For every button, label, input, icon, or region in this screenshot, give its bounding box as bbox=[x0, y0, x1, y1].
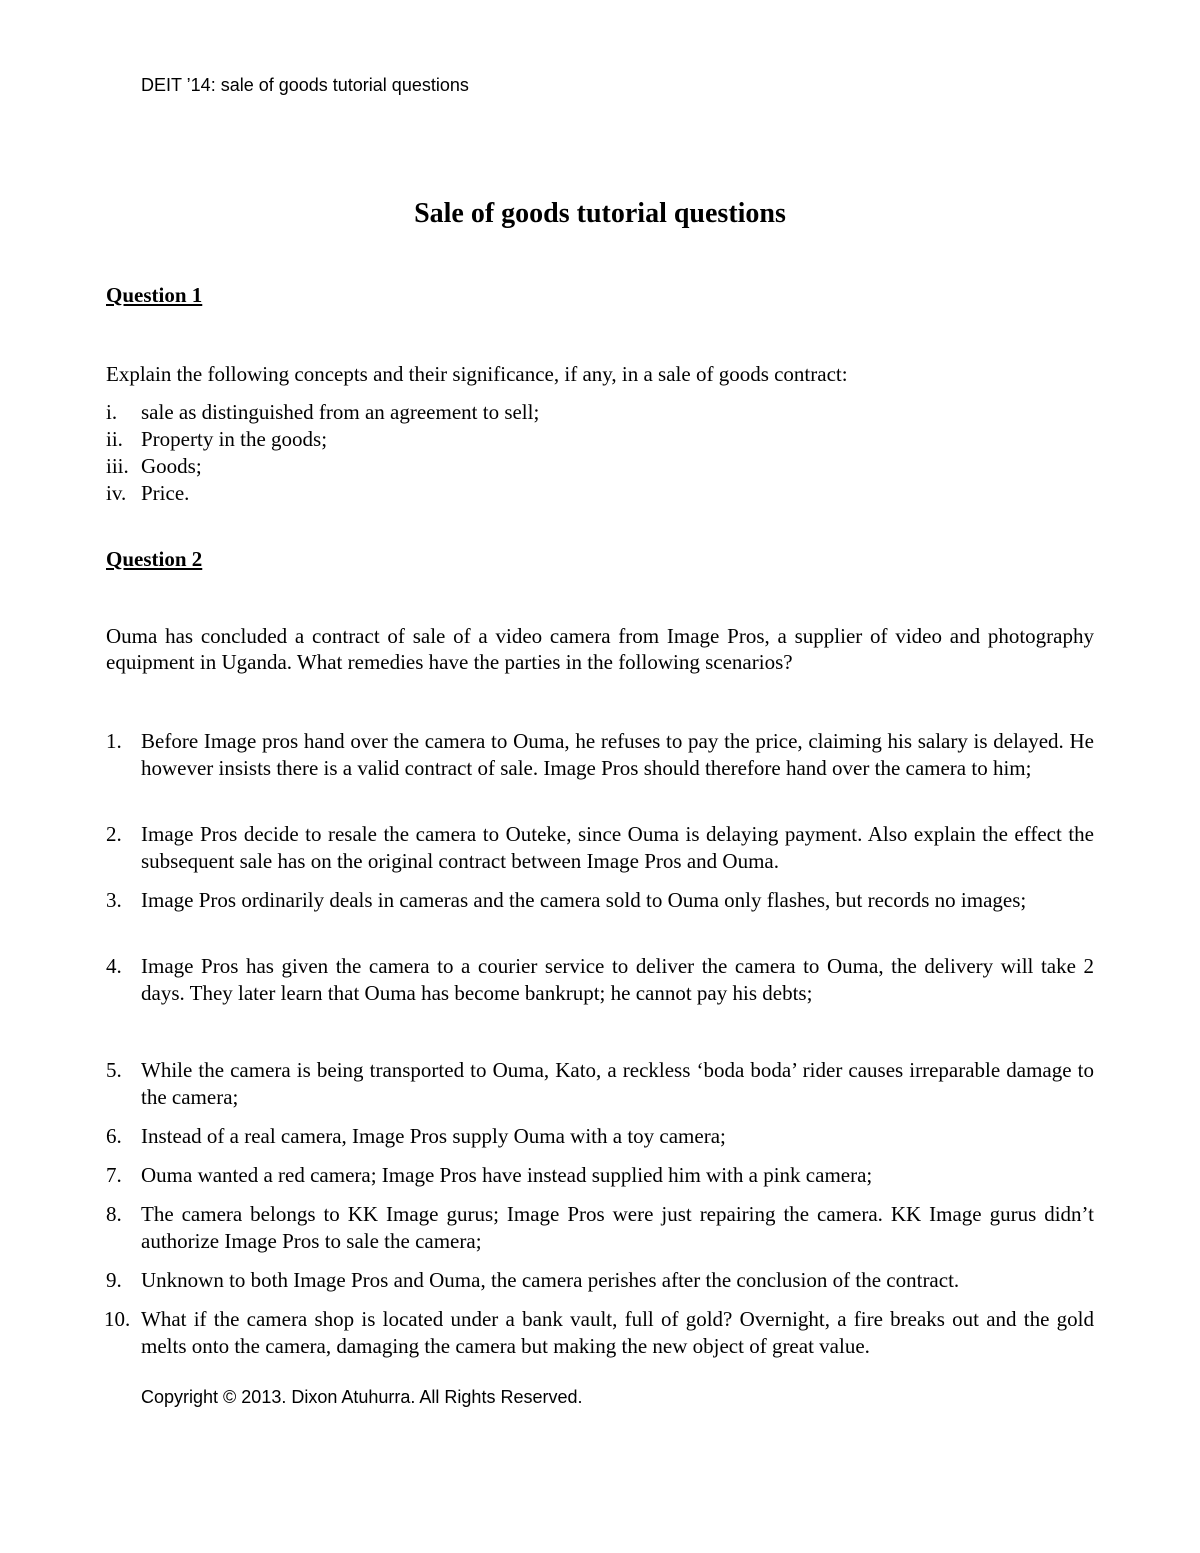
list-item-text: sale as distinguished from an agreement to sell; bbox=[141, 400, 540, 424]
list-item-text: Instead of a real camera, Image Pros supply Ouma with a toy camera; bbox=[141, 1124, 726, 1148]
question-1-intro: Explain the following concepts and their significance, if any, in a sale of goods contract: bbox=[106, 362, 848, 386]
list-item-text: Image Pros has given the camera to a courier service to deliver the camera to Ouma, the delivery will take 2 days. They later learn that Ouma has become bankrupt; he cannot pay his debts; bbox=[141, 954, 1094, 1005]
list-item-text: Goods; bbox=[141, 454, 202, 478]
list-marker: 9. bbox=[106, 1268, 122, 1292]
list-marker: i. bbox=[106, 400, 118, 424]
list-item-text: What if the camera shop is located under a bank vault, full of gold? Overnight, a fire breaks out and the gold melts onto the camera, damaging the camera but making the new object of great value. bbox=[141, 1307, 1094, 1358]
copyright-footer: Copyright © 2013. Dixon Atuhurra. All Rights Reserved. bbox=[141, 1387, 583, 1407]
running-header: DEIT ’14: sale of goods tutorial questions bbox=[141, 75, 469, 95]
list-marker: 1. bbox=[106, 729, 122, 753]
list-item-text: Before Image pros hand over the camera to Ouma, he refuses to pay the price, claiming his salary is delayed. He however insists there is a valid contract of sale. Image Pros should therefore hand over the camera to him; bbox=[141, 729, 1094, 780]
question-2-heading: Question 2 bbox=[106, 547, 203, 571]
list-item-text: While the camera is being transported to Ouma, Kato, a reckless ‘boda boda’ rider causes irreparable damage to the camera; bbox=[141, 1058, 1094, 1109]
list-marker: iii. bbox=[106, 454, 129, 478]
list-marker: 4. bbox=[106, 954, 122, 978]
list-marker: 2. bbox=[106, 822, 122, 846]
list-item-text: Property in the goods; bbox=[141, 427, 328, 451]
list-marker: 7. bbox=[106, 1163, 122, 1187]
list-marker: 6. bbox=[106, 1124, 122, 1148]
list-item-text: Unknown to both Image Pros and Ouma, the camera perishes after the conclusion of the contract. bbox=[141, 1268, 960, 1292]
list-marker: 8. bbox=[106, 1202, 122, 1226]
list-marker: iv. bbox=[106, 481, 127, 505]
list-item-text: Price. bbox=[141, 481, 190, 505]
list-marker: 3. bbox=[106, 888, 122, 912]
list-item-text: Ouma wanted a red camera; Image Pros have instead supplied him with a pink camera; bbox=[141, 1163, 873, 1187]
question-1-heading: Question 1 bbox=[106, 283, 203, 307]
list-marker: 5. bbox=[106, 1058, 122, 1082]
question-2-intro: Ouma has concluded a contract of sale of a video camera from Image Pros, a supplier of video and photography equipment in Uganda. What remedies have the parties in the following scenarios? bbox=[106, 624, 1094, 674]
list-marker: ii. bbox=[106, 427, 123, 451]
list-item-text: Image Pros decide to resale the camera to Outeke, since Ouma is delaying payment. Also explain the effect the subsequent sale has on the original contract between Image Pros and Ouma. bbox=[141, 822, 1094, 873]
list-item-text: Image Pros ordinarily deals in cameras and the camera sold to Ouma only flashes, but records no images; bbox=[141, 888, 1027, 912]
list-item-text: The camera belongs to KK Image gurus; Image Pros were just repairing the camera. KK Image gurus didn’t authorize Image Pros to sale the camera; bbox=[141, 1202, 1094, 1253]
document-title: Sale of goods tutorial questions bbox=[414, 198, 786, 229]
list-marker: 10. bbox=[104, 1307, 131, 1331]
